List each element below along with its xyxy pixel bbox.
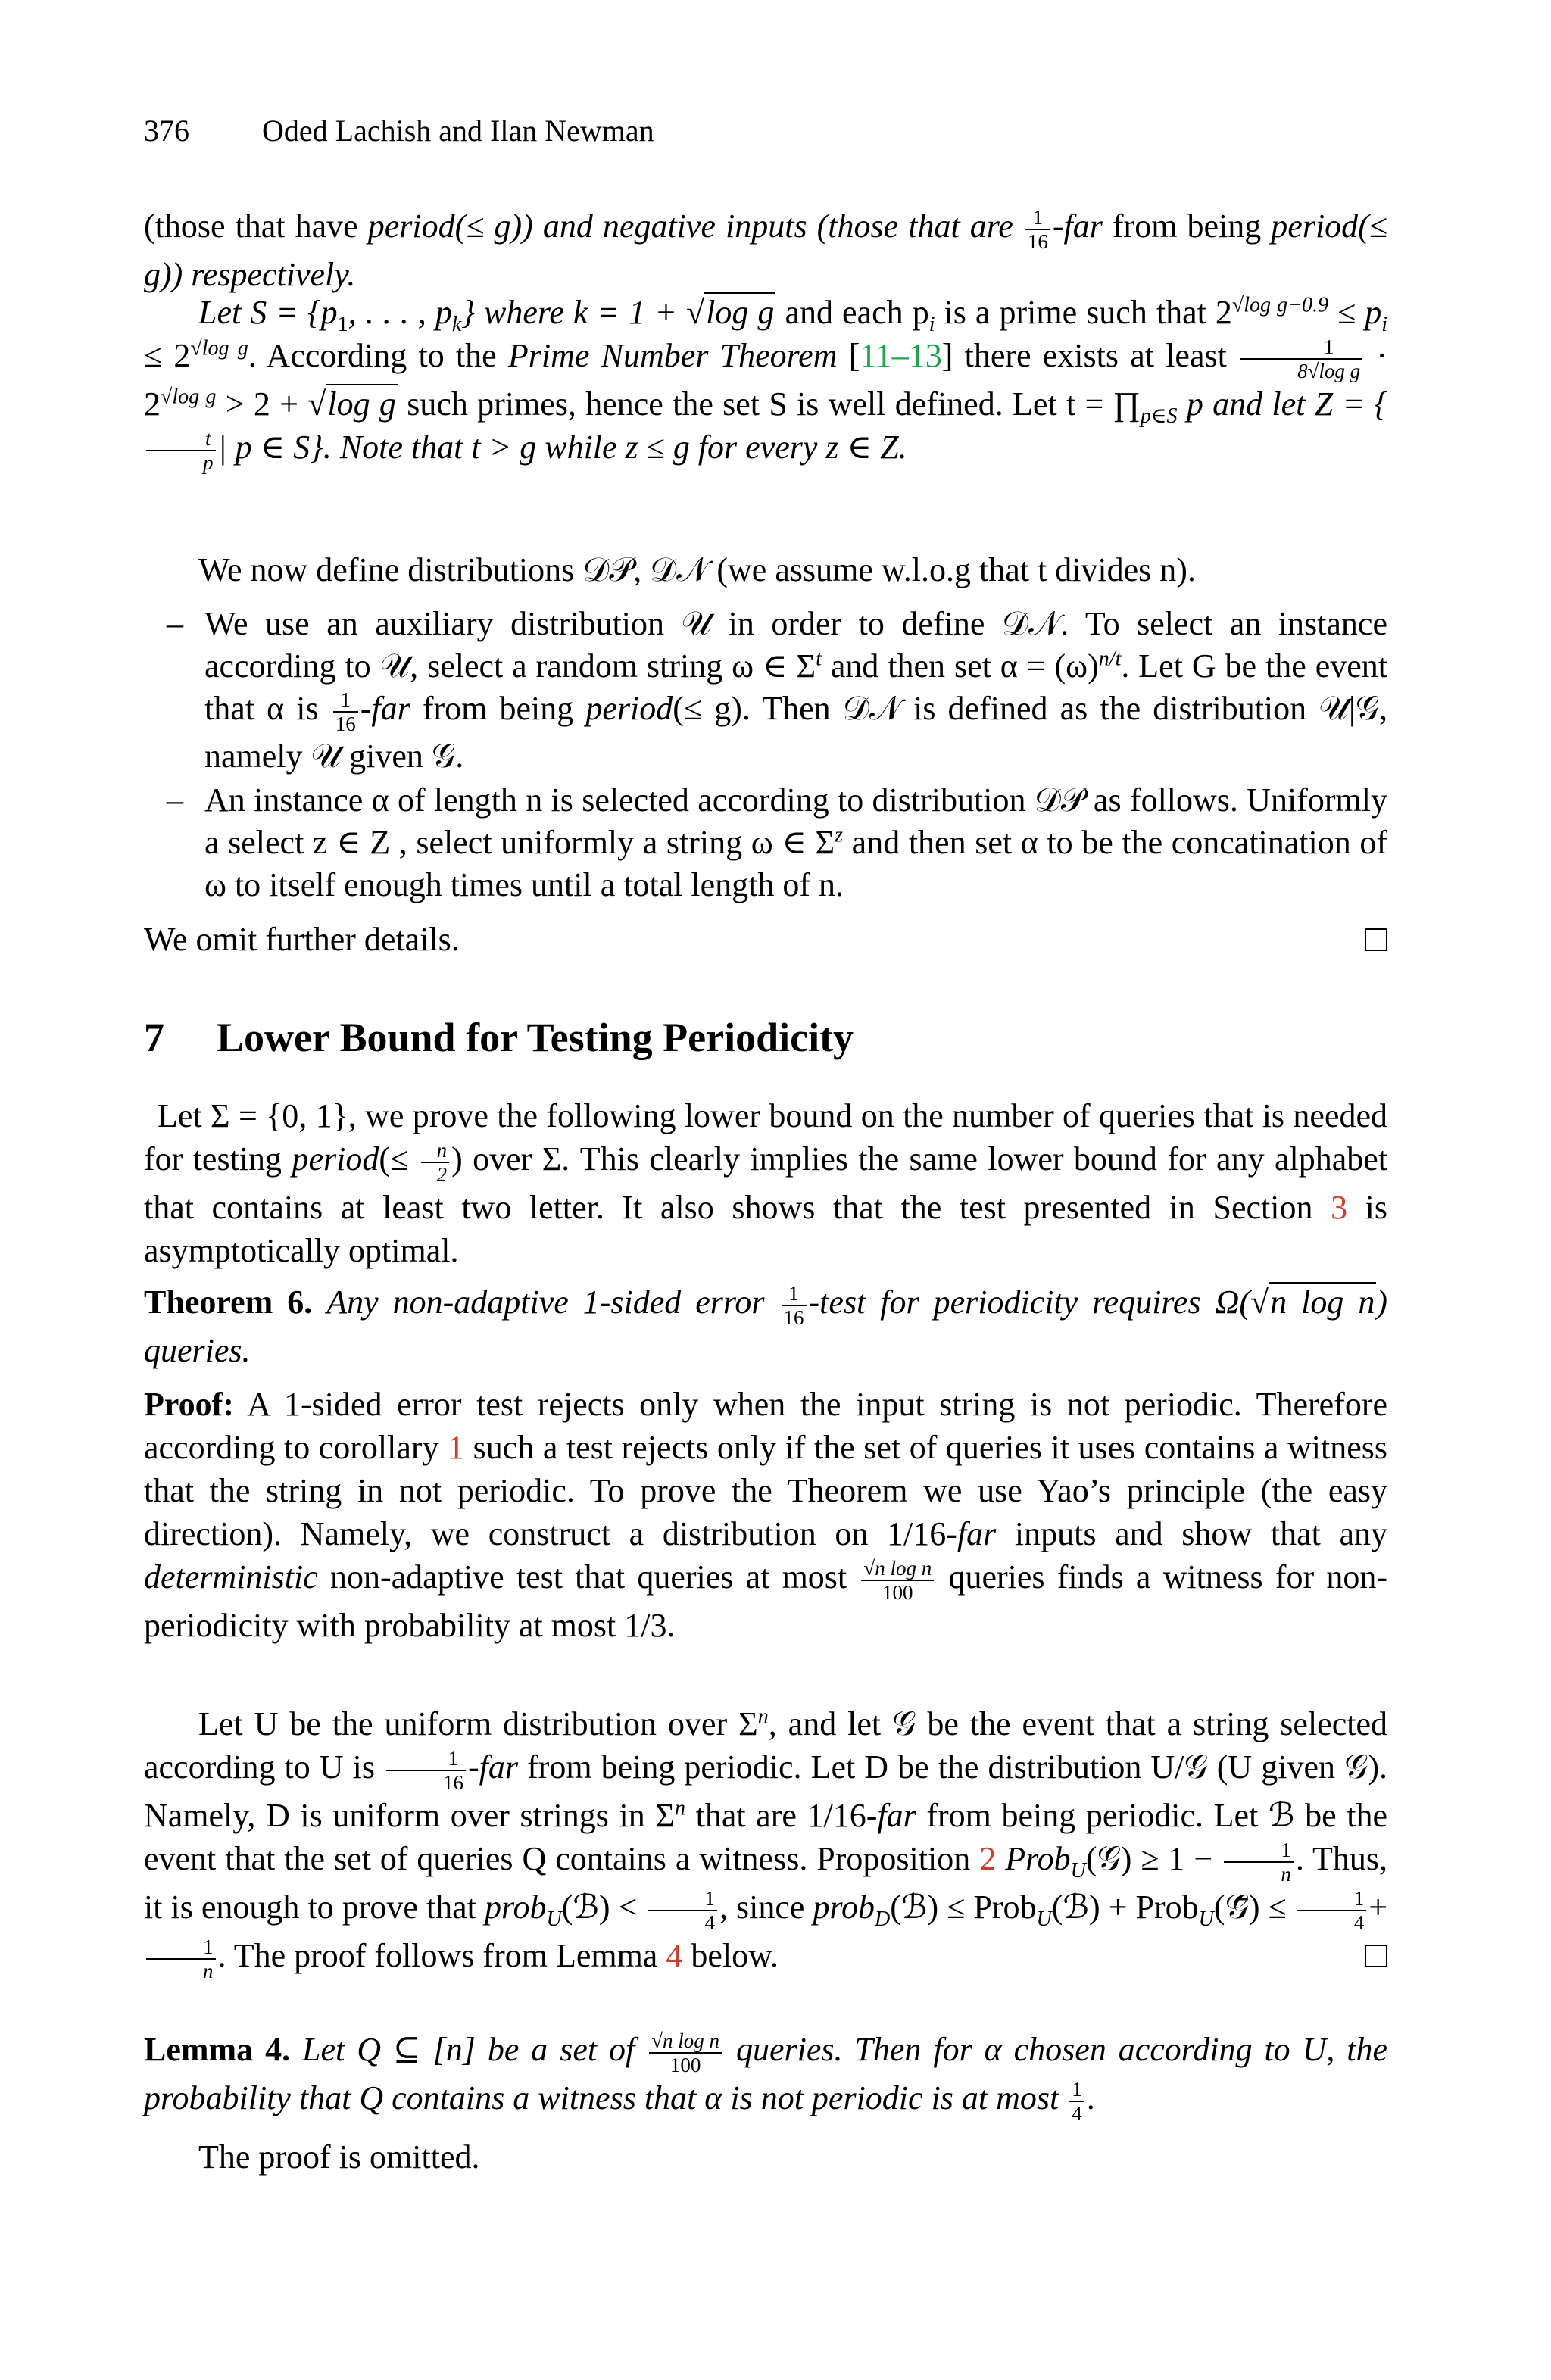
sqrt-content: log g xyxy=(706,294,775,331)
text: ) over Σ. This clearly implies the same lower bound for any alphabet that contains at least two letter. It also shows that the test presented in Section xyxy=(144,1140,1388,1226)
subscript: U xyxy=(546,1907,562,1931)
text: inputs and show that any xyxy=(1014,1515,1388,1552)
text: non-adaptive test that queries at most xyxy=(329,1558,847,1596)
text: from being periodic. Let ℬ be the event that the set of queries Q contains a witness. Proposition xyxy=(144,1796,1388,1877)
text: -far xyxy=(360,690,410,727)
text: Prime Number Theorem xyxy=(507,337,838,374)
frac-den: 2 xyxy=(436,1162,448,1186)
text: , and let 𝒢 be the event that a string selected according to U is xyxy=(144,1705,1387,1786)
text: queries finds a witness for non-periodicity with probability at most 1/3. xyxy=(144,1558,1388,1644)
fraction xyxy=(333,688,358,735)
text: -far xyxy=(1052,207,1103,245)
frac-den: 100 xyxy=(669,2053,701,2076)
lemma-4 xyxy=(144,2028,1387,2125)
text: (ℬ) ≤ Prob xyxy=(890,1888,1037,1926)
text: period xyxy=(367,207,455,245)
frac-den: n xyxy=(1281,1862,1291,1886)
text: such primes, hence the set S is well defined. Let t = ∏ xyxy=(407,385,1141,423)
text: . Let G be the event that α is xyxy=(204,647,1387,727)
superscript: n/t xyxy=(1098,647,1122,671)
frac-num: 1 xyxy=(1025,206,1050,230)
text: The proof is omitted. xyxy=(198,2138,480,2176)
fraction xyxy=(1297,1887,1367,1934)
text: from being xyxy=(1112,207,1262,245)
fraction xyxy=(386,1747,466,1794)
frac-num: 1 xyxy=(333,688,358,713)
text: prob xyxy=(484,1888,547,1926)
text: from being periodic. Let D be the distribution U/𝒢 (U given 𝒢). Namely, D is uniform over strings in Σ xyxy=(144,1748,1388,1834)
text: deterministic xyxy=(144,1558,318,1596)
text: period xyxy=(585,690,673,727)
fraction xyxy=(421,1139,450,1186)
frac-num: t xyxy=(146,427,216,451)
text: (ℬ) < xyxy=(561,1888,638,1926)
fraction xyxy=(1224,1839,1294,1886)
fraction xyxy=(1069,2078,1084,2125)
bullet-dash: – xyxy=(167,605,183,642)
bullet-item-positive xyxy=(144,779,1387,906)
text: (𝒢̄) ≤ xyxy=(1213,1888,1287,1926)
fraction xyxy=(146,427,216,474)
text: An instance α of length n is selected according to distribution 𝒟𝒫 as follows. Uniformly a select z ∈ Z , select uniformly a string ω ∈ Σ xyxy=(204,781,1387,861)
text: below. xyxy=(691,1936,779,1974)
subscript: i xyxy=(928,312,935,336)
proposition-link[interactable]: 2 xyxy=(979,1839,997,1877)
frac-num: 1 xyxy=(1240,335,1362,360)
frac-den: 100 xyxy=(882,1580,913,1604)
text: such a test rejects only if the set of queries it uses contains a witness that the string in not periodic. To prove the Theorem we use Yao’s principle (the easy direction). Namely, we construct a distribution on 1/16- xyxy=(144,1429,1387,1552)
text: far xyxy=(877,1796,916,1834)
fraction xyxy=(1025,206,1050,253)
text: (≤ g)) respectively. xyxy=(144,207,1387,293)
frac-den: 16 xyxy=(783,1305,804,1329)
text: We now define distributions 𝒟𝒫, 𝒟𝒩 (we assume w.l.o.g that t divides n). xyxy=(198,551,1196,588)
text: and then set α to be the concatination of ω to itself enough times until a total length of n. xyxy=(204,823,1388,903)
subscript: U xyxy=(1070,1858,1086,1882)
section-title: Lower Bound for Testing Periodicity xyxy=(217,1015,854,1060)
text: -far xyxy=(467,1748,518,1786)
section-number: 7 xyxy=(144,1015,164,1060)
citation-link[interactable]: 11–13 xyxy=(860,337,942,374)
frac-den: 16 xyxy=(335,712,356,735)
theorem-6 xyxy=(144,1280,1387,1372)
text: far xyxy=(957,1515,997,1552)
fraction xyxy=(782,1282,807,1329)
frac-den: 4 xyxy=(704,1911,715,1934)
text: -test for periodicity requires Ω(√ xyxy=(808,1284,1269,1321)
page-number: 376 xyxy=(144,114,189,148)
lemma-link[interactable]: 4 xyxy=(666,1936,683,1974)
frac-den: 4 xyxy=(1072,2101,1082,2125)
proof-theorem-6 xyxy=(144,1383,1387,1647)
superscript: √log g xyxy=(161,385,217,409)
fraction xyxy=(1240,335,1362,382)
qed-box-icon xyxy=(1365,928,1387,951)
text: · 2 xyxy=(144,337,1388,423)
frac-num: 1 xyxy=(782,1282,807,1306)
superscript: t xyxy=(816,647,822,671)
fraction xyxy=(146,1936,216,1982)
proof-label: Proof: xyxy=(144,1386,234,1423)
text: Let U be the uniform distribution over Σ xyxy=(198,1705,758,1742)
frac-num: 1 xyxy=(1224,1839,1294,1863)
text: Let Q ⊆ [n] be a set of xyxy=(302,2031,635,2068)
lemma-label: Lemma 4. xyxy=(144,2031,291,2068)
text: Let S = {p xyxy=(198,294,338,331)
text: is a prime such that 2 xyxy=(944,294,1232,331)
text: period xyxy=(1271,207,1359,245)
frac-den: 16 xyxy=(1027,229,1048,253)
paragraph-primes xyxy=(144,291,1387,474)
subscript: p∈S xyxy=(1140,404,1178,428)
text: from being xyxy=(422,690,574,727)
frac-num: 1 xyxy=(386,1747,466,1771)
text: | p ∈ S}. Note that t > g while z ≤ g for every z ∈ Z. xyxy=(217,428,907,466)
frac-den: 8√log g xyxy=(1297,359,1361,382)
text: is asymptotically optimal. xyxy=(144,1188,1388,1269)
qed-box-icon xyxy=(1365,1945,1387,1967)
frac-den: n xyxy=(203,1959,214,1982)
text: ≤ p xyxy=(1337,294,1382,331)
corollary-link[interactable]: 1 xyxy=(448,1429,465,1466)
text: (𝒢) ≥ 1 − xyxy=(1085,1839,1213,1877)
frac-num: 1 xyxy=(648,1887,717,1911)
section-link[interactable]: 3 xyxy=(1331,1188,1348,1226)
text: ) queries. xyxy=(144,1284,1388,1369)
fraction xyxy=(861,1557,934,1604)
subscript: k xyxy=(451,312,462,336)
theorem-label: Theorem 6. xyxy=(144,1284,313,1321)
text: (ℬ) + Prob xyxy=(1051,1888,1199,1926)
text: A 1-sided error test rejects only when the input string is not periodic. Therefore according to corollary xyxy=(144,1386,1387,1466)
text: , . . . , p xyxy=(348,294,452,331)
fraction xyxy=(648,1887,717,1934)
paragraph-intro xyxy=(144,204,1387,296)
paragraph-distributions xyxy=(144,548,1387,591)
running-authors: Oded Lachish and Ilan Newman xyxy=(262,114,654,148)
text: and each p xyxy=(785,294,929,331)
text: . xyxy=(1086,2079,1095,2116)
frac-den: 4 xyxy=(1353,1911,1365,1934)
bullet-item-negative xyxy=(144,603,1387,778)
text: Any non-adaptive 1-sided error xyxy=(326,1284,765,1321)
text: Prob xyxy=(1005,1839,1071,1877)
text: (≤ xyxy=(379,1140,409,1178)
text: . Thus, it is enough to prove that xyxy=(144,1839,1388,1926)
text: prob xyxy=(813,1888,875,1926)
frac-num: 1 xyxy=(146,1936,216,1960)
superscript: n xyxy=(757,1705,769,1729)
frac-den: 16 xyxy=(442,1770,463,1794)
frac-num: √n log n xyxy=(649,2029,722,2054)
text: (≤ g)) and negative inputs (those that are xyxy=(454,207,1013,245)
frac-num: 1 xyxy=(1297,1887,1367,1911)
subscript: D xyxy=(874,1907,891,1931)
text: queries. Then for α chosen according to U, the probability that Q contains a witness that α is not periodic is at most xyxy=(144,2031,1388,2116)
sqrt-content: log g xyxy=(327,385,396,423)
text: . The proof follows from Lemma xyxy=(217,1936,658,1974)
bullet-list xyxy=(144,603,1387,908)
text: Let Σ = {0, 1}, we prove the following lower bound on the number of queries that is needed for testing xyxy=(144,1097,1387,1178)
frac-num: n xyxy=(421,1139,450,1163)
paragraph-uniform xyxy=(144,1702,1387,1982)
text: > 2 + √ xyxy=(225,385,326,423)
superscript: z xyxy=(835,823,844,847)
text: ] there exists at least xyxy=(941,337,1227,374)
subscript: U xyxy=(1198,1907,1214,1931)
subscript: 1 xyxy=(337,312,348,336)
text: . According to the xyxy=(248,337,497,374)
text: p and let Z = { xyxy=(1186,385,1388,423)
sqrt-content: n log n xyxy=(1270,1284,1375,1321)
section-heading xyxy=(144,1011,1387,1064)
text: We use an auxiliary distribution 𝒰 in order to define 𝒟𝒩. To select an instance according to 𝒰, select a random string ω ∈ Σ xyxy=(204,605,1387,685)
paragraph-omit xyxy=(144,918,1387,961)
text: that are 1/16- xyxy=(695,1796,878,1834)
paragraph-lower-bound xyxy=(144,1094,1387,1272)
text: , since xyxy=(719,1888,805,1926)
frac-den: p xyxy=(203,451,214,474)
text: ≤ 2 xyxy=(144,337,191,374)
subscript: U xyxy=(1036,1907,1052,1931)
text: period xyxy=(292,1140,379,1178)
superscript: n xyxy=(674,1796,685,1820)
superscript: √log g xyxy=(190,336,248,360)
paragraph-omitted xyxy=(144,2135,1387,2179)
text: (those that have xyxy=(144,207,358,245)
text: We omit further details. xyxy=(144,921,460,958)
text: } where k = 1 + √ xyxy=(461,294,705,331)
subscript: i xyxy=(1381,312,1388,336)
text: + xyxy=(1368,1888,1388,1926)
frac-num: √n log n xyxy=(861,1557,934,1581)
fraction xyxy=(649,2029,722,2076)
text: and then set α = (ω) xyxy=(830,647,1099,685)
running-header xyxy=(144,112,1387,150)
text: [ xyxy=(848,337,860,374)
bullet-dash: – xyxy=(167,781,183,819)
frac-num: 1 xyxy=(1069,2078,1084,2102)
text: (≤ g). Then 𝒟𝒩 is defined as the distribution 𝒰|𝒢, namely 𝒰 given 𝒢. xyxy=(204,690,1388,775)
superscript: √log g−0.9 xyxy=(1231,293,1328,317)
